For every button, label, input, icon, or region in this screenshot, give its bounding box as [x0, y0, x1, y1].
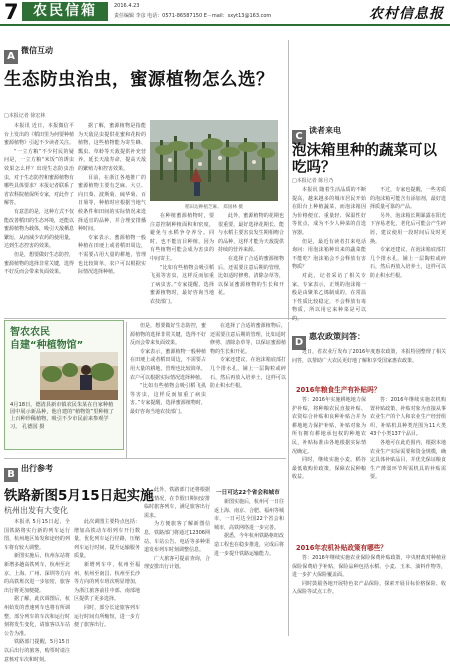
column-divider — [126, 322, 127, 458]
section-a-column-1 — [4, 122, 74, 314]
paragraph: 专家还建议，在泡沫箱底部打几个排水孔，铺上一层陶粒或碎石，然后再放入培养土，这样可以防止积水烂根。 — [210, 357, 286, 390]
section-b-letter: B — [4, 468, 18, 482]
column-divider — [288, 322, 289, 636]
paragraph: 有意思的是，这种方式不仅能改善稻田的生态环境，还能以蜜源植物为载体，吸引天敌栖息繁衍，从而减少农药的使用量，达到生态控害的效果。 — [4, 208, 75, 250]
section-a-column-4 — [218, 212, 284, 314]
paragraph: 另外，泡沫箱长期暴露在阳光下容易老化，老化后可能会产生碎屑，建议使用一段时间后及时更换。 — [370, 212, 446, 245]
section-c-label: 读者来电 — [309, 126, 341, 135]
editor-contact: 责任编辑 李彦 电话：0571-86587150 E－mail：sxyt13@163.com — [114, 13, 272, 19]
section-divider — [4, 318, 446, 319]
sesame-field-photo — [150, 120, 278, 201]
paragraph: 各地可在此范围内，根据本地农业生产实际需要和资金规模，确定具体补贴品目，并优先保证粮食生产薄弱环节所需机具的补贴需要。 — [370, 439, 446, 481]
paragraph: 广大旅客可提前查询，合理安排出行计划。 — [144, 555, 210, 571]
paragraph: 此外，蜜源植物的花期也很重要。最好选择花期长、能与水稻主要害虫发生期相吻合的品种，这样才能为天敌提供持续的营养来源。 — [218, 213, 284, 254]
feature-photo-illustration — [40, 352, 118, 400]
section-d-column-2 — [370, 396, 446, 536]
paragraph: 答：2016年继续实施农机购置补贴政策，补贴对象为直接从事农业生产的个人和农业生产经营组织，补贴机具种类范围为11大类43个小类137个品目。 — [370, 397, 446, 438]
paragraph: 专家表示，蜜源植物一般种植在田埂上或者稻田周边，不需要占用大量的耕地，管理也比较简单，农户可以根据实际情况选择种植。 — [130, 348, 206, 381]
masthead-rule — [0, 24, 450, 26]
section-a-label: 微信互动 — [21, 46, 53, 55]
section-a-column-3 — [150, 212, 214, 314]
newspaper-brand: 农村信息报 — [369, 6, 444, 22]
section-d-letter: D — [292, 336, 306, 350]
feature-box-title: 智农农民 自建“种植物馆” — [10, 327, 84, 351]
paragraph: 本报讯 5月15日起，全国铁路将实行新的列车运行图，杭州地区始发和途经的列车将有较大调整。 — [4, 519, 70, 551]
section-b-column-2 — [74, 518, 140, 636]
column-divider — [288, 40, 289, 320]
paragraph: “比如有些植物会吸引稻飞虱等害虫，这样反而加重了病虫害。”专家提醒，选择蜜源植物时，最好咨询当地农技部门。 — [130, 383, 206, 415]
section-d-label: 惠农政策问答： — [309, 332, 365, 341]
feature-box-text: 4月18日，德清县新市镇农民朱某在自家种植园中展示新品种，他自建的“植物馆”里种植了上百种珍稀植物，吸引不少市民前来参观学习。 孔德国 摄 — [10, 402, 114, 430]
paragraph: 目前，在浙江各地推广的蜜源植物主要有芝麻、大豆、向日葵、波斯菊、硫华菊、百日菊等，种植时应根据当地气候条件和田间的实际情况来选择适宜的品种，并合理安排播种时间。 — [78, 174, 146, 233]
paragraph: “一立方粮”不少村民的疑问是，一立方粮“米饭”的诱虫效果怎么样？出现生态防虫治虫，对于生态防控和蜜源植物有哪些具体要求？本报记者联系了省农科院植保所专家，对此作了解答。 — [4, 148, 75, 207]
paragraph: 此外，铁路部门还将根据客流情况，在节假日期间安排临时旅客列车，满足旅客出行需求。 — [144, 487, 210, 519]
section-b-tag — [4, 462, 53, 482]
section-c-tag — [292, 124, 341, 144]
paragraph: 但是，想要做好生态防控，蜜源植物的选择非常关键，选得不好反而会带来负面效果。 — [4, 251, 75, 276]
paragraph: 据了解，蜜源植物是指能为天敌昆虫提供花蜜和花粉的植物，这些植物能为寄生蜂、瓢虫、草蛉等天敌提供补充营养，延长天敌寿命，提高天敌的繁殖力和控害效果。 — [78, 123, 146, 172]
page-number: 7 — [4, 0, 19, 24]
section-b-column-4 — [214, 498, 284, 636]
section-a-column-2 — [78, 122, 146, 314]
paragraph: 答：2016年实施耕地地力保护补贴，将种粮农民直接补贴、农资综合补贴和良种补贴合并为耕地地力保护补贴，补贴对象为所有拥有耕地承包权的种地农民，补贴标准由各地根据实际情况确定。 — [292, 397, 366, 455]
section-b-label: 出行参考 — [21, 464, 53, 473]
paragraph: 此次调图主要特点包括：增加高铁动车组列车开行数量，优化列车运行径路，压缩列车运行时间，提升运输服务质量。 — [74, 519, 140, 560]
section-c-column-1 — [292, 186, 366, 322]
section-b-subtitle: 杭州出发有大变化 — [4, 506, 68, 515]
section-c-column-2 — [370, 186, 446, 316]
paragraph: 新图实施后，杭州东站将新增多趟高铁列车，杭州至北京、上海、广州、深圳等方向的高铁班次进一步加密，旅客出行将更加便捷。 — [4, 553, 70, 594]
masthead — [0, 0, 450, 24]
photo-illustration — [150, 120, 278, 201]
paragraph: 近日，省农业厅发布了2016年度惠农政策，本报特别整理了相关问答，以帮助广大农民更好地了解和享受国家惠农政策。 — [292, 349, 446, 364]
paragraph: 新增列车中，杭州至福州、杭州至南昌、杭州至长沙等方向的列车班次明显增加，为浙江旅客前往中部、南部地区提供了更多选择。 — [74, 561, 140, 603]
paragraph: 同时，部分长途旅客列车运行时间有所缩短，进一步方便了旅客出行。 — [74, 604, 140, 629]
section-d-column-3 — [292, 554, 446, 636]
section-d-subhead-2: 2016年农机补贴政策有哪些？ — [296, 544, 387, 552]
paragraph: 为方便旅客了解新图信息，铁路部门将通过12306网站、车站公告、电话等多种渠道发布列车时刻调整信息。 — [144, 521, 210, 554]
section-c-title: 泡沫箱里种的蔬菜可以吃吗？ — [292, 143, 437, 176]
paragraph: 据了解，此次调图后，杭州始发的普速列车也将有所调整，部分列车的车次和运行时刻将发生变化，请旅客以车站公告为准。 — [4, 596, 70, 637]
paragraph: 答：2016年继续实施农业保险保费补贴政策，中央财政对种植业保险保费给予补贴，保险品种包括水稻、小麦、玉米、油料作物等，进一步扩大保险覆盖面。 — [292, 555, 446, 579]
paragraph: 铁路部门提醒，5月15日以后出行的旅客，购票时请注意核对车次和时刻。 — [4, 639, 70, 663]
section-a-continued-2 — [210, 322, 286, 458]
section-a-continued-1 — [130, 322, 206, 458]
paragraph: 不过，专家也提醒，一些劣质的泡沫箱可能含有添加剂，最好选择质量可靠的产品。 — [370, 187, 446, 211]
paragraph: 专家还建议，在泡沫箱底部打几个排水孔，铺上一层陶粒或碎石，然后再放入培养土，这样可以防止积水烂根。 — [370, 247, 446, 279]
paragraph: “比如有些植物会吸引稻飞虱等害虫，这样反而加重了病虫害。”专家提醒，选择蜜源植物时，最好咨询当地农技部门。 — [150, 264, 214, 305]
section-c-byline: □本报记者 陈月乃 — [292, 178, 334, 184]
section-d-intro — [292, 348, 446, 380]
paragraph: 同时鼓励各地开展特色农产品保险，探索开展目标价格保险、收入保险等试点工作。 — [292, 580, 446, 596]
paragraph: 在选择了合适的蜜源植物后，还需要注意后期的管理，比如适时修剪、清除杂草等，以保证蜜源植物的生长和开花。 — [210, 323, 286, 355]
section-d-subhead-1: 2016年粮食生产有补贴吗？ — [296, 386, 381, 394]
paragraph: 据悉，今年杭州铁路枢纽改造工程也在稳步推进，完成后将进一步提升铁路运输能力。 — [214, 533, 285, 557]
feature-box-photo — [40, 352, 118, 400]
section-d-column-1 — [292, 396, 366, 536]
section-b-title: 铁路新图5月15日起实施 — [4, 488, 154, 504]
section-b-column-1 — [4, 518, 70, 663]
section-d-tag — [292, 330, 365, 350]
paragraph: 对此，记者采访了相关专家。专家表示，正规的泡沫箱一般是由聚苯乙烯制成的，在常温下性质比较稳定，不会释放有毒物质，所以用它来种菜是可以的。 — [292, 272, 366, 322]
paragraph: 在选择了合适的蜜源植物后，还需要注意后期的管理，比如适时修剪、清除杂草等，以保证蜜源植物的生长和开花。 — [218, 255, 284, 297]
section-a-tag — [4, 44, 53, 64]
section-c-letter: C — [292, 130, 306, 144]
section-b-col4-title: 一日可达22个省会和城市 — [216, 490, 280, 496]
paragraph: 本报讯 随着生活品质的不断提高，越来越多的城市居民开始在阳台上种植蔬菜，而泡沫箱因为价格便宜、重量轻、保温性好等优点，成为不少人种菜的首选容器。 — [292, 187, 366, 236]
section-a-letter: A — [4, 50, 18, 64]
paragraph: 在种植蜜源植物时，要注意控制种植面积和密度，避免与水稻争夺养分。同时，也不能盲目种植，因为有些植物可能会成为害虫的中间寄主。 — [150, 213, 214, 262]
paragraph: 但是，最近有读者打来电话询问：用泡沫箱种出来的蔬菜能不能吃？泡沫箱会不会释放有害物质？ — [292, 238, 366, 271]
section-title: 农民信箱 — [22, 2, 108, 21]
section-a-headline: 生态防虫治虫，蜜源植物怎么选？ — [4, 70, 274, 90]
paragraph: 本报讯 近日，本报微信平台上发出的《稻田里为何要种植蜜源植物》引起不少读者关注。 — [4, 123, 75, 147]
paragraph: 同时，继续实施小麦、稻谷最低收购价政策，保障农民种粮收益。 — [292, 457, 366, 481]
issue-date: 2016.4.23 — [114, 3, 140, 9]
section-a-byline: □本报记者 徐宏林 — [4, 113, 46, 119]
paragraph: 但是，想要做好生态防控，蜜源植物的选择非常关键，选得不好反而会带来负面效果。 — [130, 323, 206, 347]
section-divider — [4, 458, 286, 459]
paragraph: 专家表示，蜜源植物一般种植在田埂上或者稻田周边，不需要占用大量的耕地，管理也比较简单，农户可以根据实际情况选择种植。 — [78, 234, 146, 276]
section-b-column-3 — [144, 486, 210, 636]
photo-caption: 稻田边种植芝麻。 郑国林 摄 — [184, 205, 244, 210]
paragraph: 新图实施后，杭州可一日往返上海、南京、合肥、福州等城市，一日可达全国22个省会和城市，高铁网络进一步完善。 — [214, 499, 285, 531]
